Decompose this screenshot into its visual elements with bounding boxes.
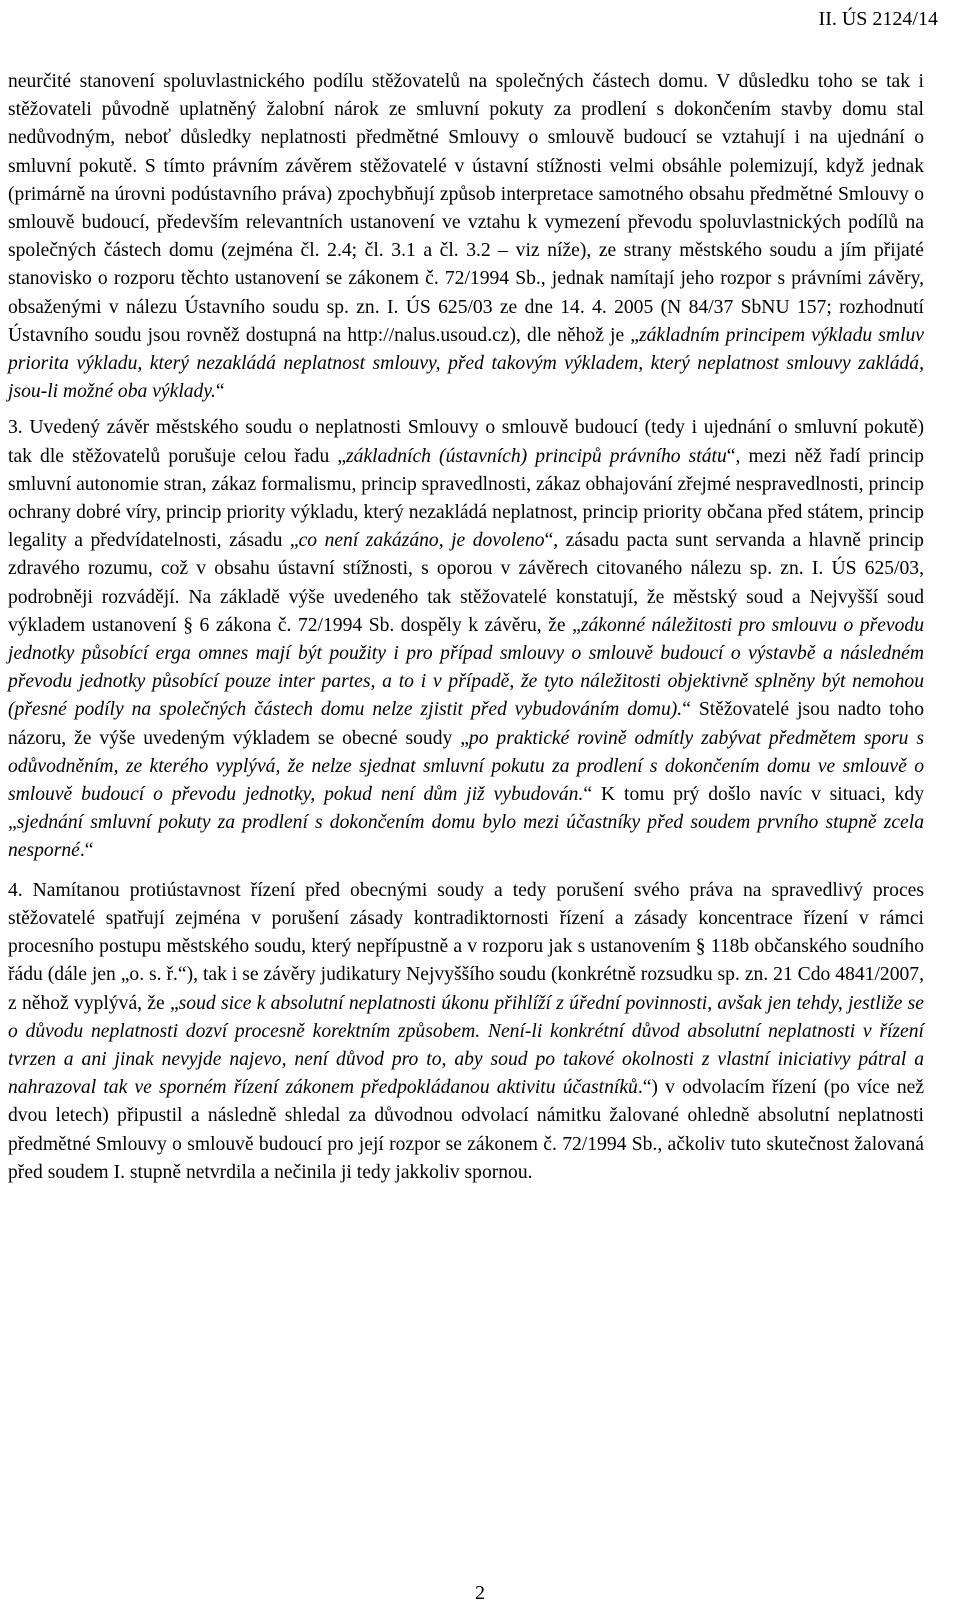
text-run: “ Stěžovatelé jsou nadto toho názoru, že výše uvedeným výkladem se obecné soudy „ xyxy=(8,699,924,749)
page-number: 2 xyxy=(475,1582,485,1604)
quoted-phrase: zákonné náležitosti pro smlouvu o převodu jednotky působící erga omnes mají být použity i pro případ smlouvy o smlouvě budoucí o výstavbě a následném převodu jednotky působící pouze inter partes, a to i v případě, že tyto náležitosti objektivně splněny být nemohou (přesné podíly na společných částech domu nelze zjistit před vybudováním domu). xyxy=(8,614,924,721)
text-run: 4. Namítanou protiústavnost řízení před obecnými soudy a tedy porušení svého práva na spravedlivý proces stěžovatelé spatřují zejména v porušení zásady kontradiktornosti řízení a zásady koncentrace řízení v rámci procesního postupu městského soudu, který nepřípustně a v rozporu jak s ustanovením § 118b občanského soudního řádu (dále jen „o. s. ř.“), tak i se závěry judikatury Nejvyššího soudu (konkrétně rozsudku sp. zn. 21 Cdo 4841/2007, z něhož vyplývá, že „ xyxy=(8,879,924,1014)
quoted-phrase: sjednání smluvní pokuty za prodlení s dokončením domu bylo mezi účastníky před soudem prvního stupně zcela nesporné xyxy=(8,812,924,862)
document-body xyxy=(8,68,924,1198)
paragraph-3 xyxy=(8,414,924,865)
quoted-phrase: co není zakázáno, je dovoleno xyxy=(298,530,545,552)
quoted-phrase: základních (ústavních) principů právního státu xyxy=(346,445,727,467)
paragraph-continuation xyxy=(8,68,924,406)
text-run: neurčité stanovení spoluvlastnického podílu stěžovatelů na společných částech domu. V důsledku toho se tak i stěžovateli původně uplatněný žalobní nárok ze smluvní pokuty za prodlení s dokončením stavby domu stal nedůvodným, neboť důsledky neplatnosti předmětné Smlouvy o smlouvě budoucí se vztahují i na ujednání o smluvní pokutě. S tímto právním závěrem stěžovatelé v ústavní stížnosti velmi obsáhle polemizují, když jednak (primárně na úrovni podústavního práva) zpochybňují způsob interpretace samotného obsahu předmětné Smlouvy o smlouvě budoucí, především relevantních ustanovení ve vztahu k vymezení převodu spoluvlastnických podílů na společných částech domu (zejména čl. 2.4; čl. 3.1 a čl. 3.2 – viz níže), ze strany městského soudu a jím přijaté stanovisko o rozporu těchto ustanovení se zákonem č. 72/1994 Sb., jednak namítají jeho rozpor s právními závěry, obsaženými v nálezu Ústavního soudu sp. zn. I. ÚS 625/03 ze dne 14. 4. 2005 (N 84/37 SbNU 157; rozhodnutí Ústavního soudu jsou rovněž dostupná na http://nalus.usoud.cz), dle něhož je „ xyxy=(8,71,924,346)
paragraph-4 xyxy=(8,877,924,1187)
quoted-principle: základním principem výkladu smluv priorita výkladu, který nezakládá neplatnost smlouvy, před takovým výkladem, který neplatnost smlouvy zakládá, jsou-li možné oba výklady. xyxy=(8,324,925,403)
quoted-judgment: soud sice k absolutní neplatnosti úkonu přihlíží z úřední povinnosti, avšak jen tehdy, jestliže se o důvodu neplatnosti dozví procesně korektním způsobem. Není-li konkrétní důvod absolutní neplatnosti v řízení tvrzen a ani jinak nevyjde najevo, není důvod pro to, aby soud po takové okolnosti z vlastní iniciativy pátral a nahrazoval tak ve sporném řízení zákonem předpokládanou aktivitu účastníků xyxy=(8,992,924,1099)
text-run: 3. Uvedený závěr městského soudu o neplatnosti Smlouvy o smlouvě budoucí (tedy i ujednání o smluvní pokutě) tak dle stěžovatelů porušuje celou řadu „ xyxy=(8,417,924,467)
quoted-phrase: po praktické rovině odmítly zabývat předmětem sporu s odůvodněním, ze kterého vyplývá, že nelze sjednat smluvní pokutu za prodlení s dokončením domu ve smlouvě o smlouvě budoucí o převodu jednotky, pokud není dům již vybudován. xyxy=(8,727,924,806)
text-run: .“) v odvolacím řízení (po více než dvou letech) připustil a následně shledal za důvodnou odvolací námitku žalované ohledně absolutní neplatnosti předmětné Smlouvy o smlouvě budoucí pro její rozpor se zákonem č. 72/1994 Sb., ačkoliv tuto skutečnost žalovaná před soudem I. stupně netvrdila a nečinila ji tedy jakkoliv spornou. xyxy=(8,1077,925,1183)
case-number: II. ÚS 2124/14 xyxy=(818,8,938,30)
text-run: “, mezi něž řadí princip smluvní autonomie stran, zákaz formalismu, princip spravedlnosti, zákaz obhajování zřejmé nespravedlnosti, princip ochrany dobré víry, princip priority výkladu, který nezakládá neplatnost, princip priority občana před státem, princip legality a předvídatelnosti, zásadu „ xyxy=(8,445,924,552)
text-run: “ K tomu prý došlo navíc v situaci, kdy „ xyxy=(8,784,925,834)
text-run: .“ xyxy=(79,840,94,862)
text-run: “, zásadu pacta sunt servanda a hlavně princip zdravého rozumu, což v obsahu ústavní stížnosti, s oporou v závěrech citovaného nálezu sp. zn. I. ÚS 625/03, podrobněji rozvádějí. Na základě výše uvedeného tak stěžovatelé konstatují, že městský soud a Nejvyšší soud výkladem ustanovení § 6 zákona č. 72/1994 Sb. dospěly k závěru, že „ xyxy=(8,530,924,636)
text-run: “ xyxy=(215,381,225,403)
